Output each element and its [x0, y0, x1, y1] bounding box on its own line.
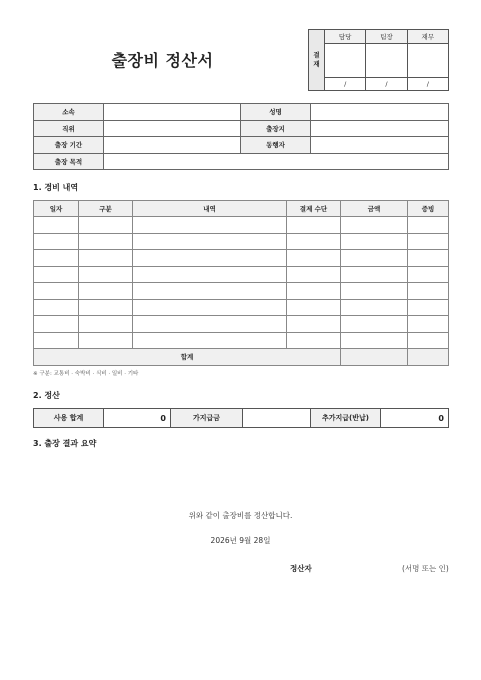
expense-cell-amount[interactable]	[341, 233, 408, 250]
purpose-field[interactable]	[104, 153, 449, 170]
expense-cell-receipt[interactable]	[408, 250, 449, 267]
header-amount: 금액	[341, 201, 408, 217]
companion-label: 동행자	[241, 137, 311, 154]
approval-col-leader: 팀장	[366, 30, 407, 44]
expense-cell-amount[interactable]	[341, 316, 408, 333]
expense-header-row	[34, 201, 449, 217]
section-summary-title: 3. 출장 결과 요약	[33, 439, 97, 448]
used-total-label: 사용 합계	[34, 409, 104, 428]
signer-label: 정산자	[290, 564, 312, 573]
expense-cell-category[interactable]	[79, 283, 133, 300]
header-payment: 결제 수단	[287, 201, 341, 217]
expense-cell-date[interactable]	[34, 266, 79, 283]
expense-cell-amount[interactable]	[341, 332, 408, 349]
companion-field[interactable]	[311, 137, 449, 154]
expense-cell-date[interactable]	[34, 283, 79, 300]
expense-cell-receipt[interactable]	[408, 316, 449, 333]
period-field[interactable]	[104, 137, 241, 154]
category-note: ※ 구분: 교통비 · 숙박비 · 식비 · 일비 · 기타	[33, 371, 139, 377]
expense-cell-receipt[interactable]	[408, 233, 449, 250]
expense-cell-receipt[interactable]	[408, 283, 449, 300]
position-label: 직위	[34, 120, 104, 137]
expense-cell-description[interactable]	[133, 233, 287, 250]
approval-sign-staff[interactable]	[325, 44, 366, 78]
expense-cell-date[interactable]	[34, 332, 79, 349]
name-label: 성명	[241, 104, 311, 121]
header-date: 일자	[34, 201, 79, 217]
approval-side-text: 결 재	[313, 51, 320, 68]
extra-payment-value[interactable]: 0	[381, 409, 449, 428]
expense-cell-receipt[interactable]	[408, 332, 449, 349]
expense-cell-payment[interactable]	[287, 283, 341, 300]
expense-row	[34, 299, 449, 316]
header-description: 내역	[133, 201, 287, 217]
expense-cell-description[interactable]	[133, 299, 287, 316]
expense-row	[34, 266, 449, 283]
expense-cell-category[interactable]	[79, 332, 133, 349]
approval-date-staff[interactable]: /	[325, 78, 366, 91]
settlement-table	[33, 408, 449, 428]
total-receipt	[408, 349, 449, 366]
advance-value[interactable]	[243, 409, 311, 428]
expense-cell-category[interactable]	[79, 266, 133, 283]
expense-cell-receipt[interactable]	[408, 299, 449, 316]
expense-cell-payment[interactable]	[287, 233, 341, 250]
approval-side-label	[309, 30, 325, 91]
expense-cell-receipt[interactable]	[408, 266, 449, 283]
page-title: 출장비 정산서	[111, 51, 214, 70]
expense-cell-date[interactable]	[34, 233, 79, 250]
section-settlement-title: 2. 정산	[33, 391, 60, 400]
expense-cell-date[interactable]	[34, 316, 79, 333]
approval-sign-finance[interactable]	[407, 44, 448, 78]
expense-cell-payment[interactable]	[287, 332, 341, 349]
expense-cell-description[interactable]	[133, 283, 287, 300]
confirm-statement: 위와 같이 출장비를 정산합니다.	[188, 511, 293, 520]
confirm-date: 2026년 9월 28일	[210, 536, 271, 545]
expense-cell-category[interactable]	[79, 217, 133, 234]
total-amount	[341, 349, 408, 366]
signature-mark[interactable]: (서명 또는 인)	[402, 564, 449, 573]
position-field[interactable]	[104, 120, 241, 137]
expense-cell-description[interactable]	[133, 332, 287, 349]
expense-cell-payment[interactable]	[287, 266, 341, 283]
expense-cell-receipt[interactable]	[408, 217, 449, 234]
expense-row	[34, 233, 449, 250]
expense-cell-amount[interactable]	[341, 266, 408, 283]
approval-date-leader[interactable]: /	[366, 78, 407, 91]
expense-cell-payment[interactable]	[287, 250, 341, 267]
expense-cell-category[interactable]	[79, 316, 133, 333]
expense-cell-date[interactable]	[34, 250, 79, 267]
approval-date-finance[interactable]: /	[407, 78, 448, 91]
expense-cell-category[interactable]	[79, 233, 133, 250]
approval-col-finance: 재무	[407, 30, 448, 44]
name-field[interactable]	[311, 104, 449, 121]
expense-row	[34, 316, 449, 333]
approval-col-staff: 담당	[325, 30, 366, 44]
expense-cell-amount[interactable]	[341, 299, 408, 316]
expense-cell-category[interactable]	[79, 299, 133, 316]
expense-cell-payment[interactable]	[287, 217, 341, 234]
expense-cell-description[interactable]	[133, 250, 287, 267]
expense-cell-payment[interactable]	[287, 299, 341, 316]
expense-row	[34, 283, 449, 300]
expense-cell-description[interactable]	[133, 316, 287, 333]
expense-row	[34, 332, 449, 349]
dept-field[interactable]	[104, 104, 241, 121]
header-category: 구분	[79, 201, 133, 217]
expense-cell-description[interactable]	[133, 217, 287, 234]
expense-cell-date[interactable]	[34, 299, 79, 316]
dept-label: 소속	[34, 104, 104, 121]
advance-label: 가지급금	[171, 409, 243, 428]
total-label: 합계	[34, 349, 341, 366]
expense-cell-date[interactable]	[34, 217, 79, 234]
traveler-info-table	[33, 103, 449, 170]
period-label: 출장 기간	[34, 137, 104, 154]
expense-row	[34, 217, 449, 234]
destination-label: 출장지	[241, 120, 311, 137]
purpose-label: 출장 목적	[34, 153, 104, 170]
expense-cell-amount[interactable]	[341, 250, 408, 267]
approval-table	[308, 29, 449, 91]
expense-cell-amount[interactable]	[341, 217, 408, 234]
section-expense-title: 1. 경비 내역	[33, 183, 79, 192]
extra-payment-label: 추가지급(반납)	[311, 409, 381, 428]
expense-cell-category[interactable]	[79, 250, 133, 267]
approval-sign-leader[interactable]	[366, 44, 407, 78]
destination-field[interactable]	[311, 120, 449, 137]
expense-row	[34, 250, 449, 267]
expense-table	[33, 200, 449, 366]
header-receipt: 증빙	[408, 201, 449, 217]
expense-rows	[34, 217, 449, 349]
expense-cell-payment[interactable]	[287, 316, 341, 333]
used-total-value[interactable]: 0	[104, 409, 171, 428]
expense-cell-amount[interactable]	[341, 283, 408, 300]
expense-total-row	[34, 349, 449, 366]
expense-cell-description[interactable]	[133, 266, 287, 283]
